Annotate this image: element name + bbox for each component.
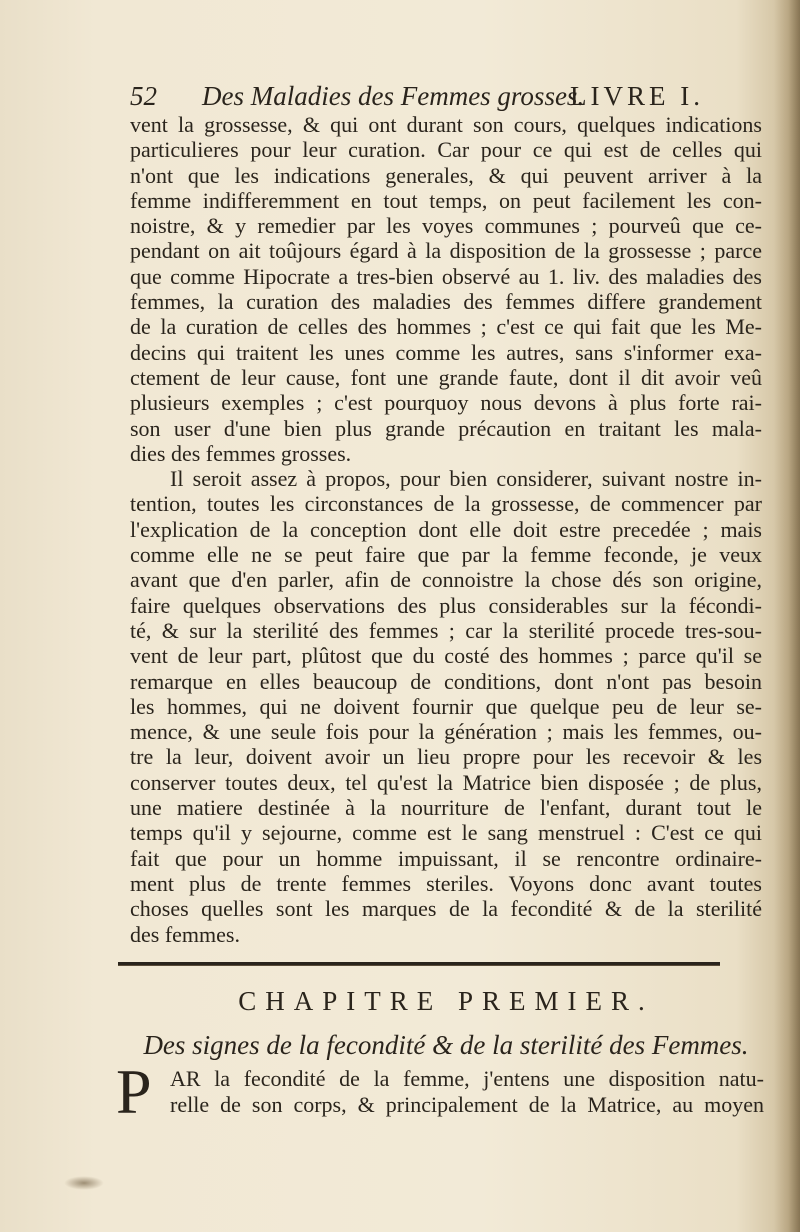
chapter-subtitle: Des signes de la fecondité & de la sterilité des Femmes.: [143, 1030, 749, 1060]
text-line: n'ont que les indications generales, & qui peuvent arriver à la: [130, 162, 762, 188]
text-line: que comme Hipocrate a tres-bien observé au 1. liv. des maladies des: [130, 263, 762, 289]
page-number: 52: [130, 81, 157, 111]
drop-cap: P: [116, 1056, 152, 1127]
text-line: relle de son corps, & principalement de la Matrice, au moyen: [170, 1092, 764, 1117]
text-line: pendant on ait toûjours égard à la disposition de la grossesse ; parce: [130, 238, 762, 264]
book-label: LIVRE I.: [570, 81, 704, 111]
text-line: temps qu'il y sejourne, comme est le sang menstruel : C'est ce qui: [130, 820, 762, 846]
text-line: dies des femmes grosses.: [130, 440, 352, 466]
text-line: vent de leur part, plûtost que du costé des hommes ; parce qu'il se: [130, 643, 762, 669]
text-line: tre la leur, doivent avoir un lieu propre pour les recevoir & les: [130, 744, 762, 770]
chapter-heading: CHAPITRE PREMIER.: [238, 986, 654, 1016]
running-title: Des Maladies des Femmes grosses.: [202, 81, 585, 111]
text-line: les hommes, qui ne doivent fournir que quelque peu de leur se-: [130, 693, 762, 719]
text-line: femmes, la curation des maladies des femmes differe grandement: [130, 289, 762, 315]
running-header: [130, 78, 740, 114]
text-line: mence, & une seule fois pour la génération ; mais les femmes, ou-: [130, 719, 762, 745]
text-line: remarque en elles beaucoup de conditions, dont n'ont pas besoin: [130, 668, 762, 694]
text-line: fait que pour un homme impuissant, il se rencontre ordinaire-: [130, 845, 762, 871]
text-line: une matiere destinée à la nourriture de l'enfant, durant tout le: [130, 795, 762, 821]
text-line: té, & sur la sterilité des femmes ; car la sterilité procede tres-sou-: [130, 617, 762, 643]
text-line: particulieres pour leur curation. Car pour ce qui est de celles qui: [130, 137, 762, 163]
text-line: Il seroit assez à propos, pour bien considerer, suivant nostre in-: [170, 466, 762, 492]
text-line: des femmes.: [130, 921, 240, 947]
text-line: AR la fecondité de la femme, j'entens une disposition natu-: [170, 1066, 764, 1091]
text-line: faire quelques observations des plus considerables sur la fécondi-: [130, 592, 762, 618]
text-line: decins qui traitent les unes comme les autres, sans s'informer exa-: [130, 339, 762, 365]
text-line: choses quelles sont les marques de la fecondité & de la sterilité: [130, 896, 762, 922]
text-line: comme elle ne se peut faire que par la femme feconde, je veux: [130, 542, 762, 568]
text-line: ment plus de trente femmes steriles. Voyons donc avant toutes: [130, 870, 762, 896]
text-line: ctement de leur cause, font une grande faute, dont il dit avoir veû: [130, 364, 762, 390]
text-line: femme indifferemment en tout temps, on peut facilement les con-: [130, 187, 762, 213]
text-line: l'explication de la conception dont elle doit estre precedée ; mais: [130, 516, 762, 542]
text-line: de la curation de celles des hommes ; c'est ce qui fait que les Me-: [130, 314, 762, 340]
ink-smudge: [64, 1176, 104, 1190]
chapter-text: [170, 1066, 764, 1118]
text-line: vent la grossesse, & qui ont durant son cours, quelques indications: [130, 112, 762, 137]
text-line: tention, toutes les circonstances de la grossesse, de commencer par: [130, 491, 762, 517]
text-line: noistre, & y remedier par les voyes communes ; pourveû que ce-: [130, 213, 762, 239]
main-text: [130, 112, 762, 947]
text-line: conserver toutes deux, tel qu'est la Matrice bien disposée ; de plus,: [130, 769, 762, 795]
text-line: plusieurs exemples ; c'est pourquoy nous devons à plus forte rai-: [130, 390, 762, 416]
section-rule: [118, 962, 720, 966]
page-edge-shadow: [774, 0, 800, 1232]
text-line: son user d'une bien plus grande précaution en traitant les mala-: [130, 415, 762, 441]
text-line: avant que d'en parler, afin de connoistre la chose dés son origine,: [130, 567, 762, 593]
